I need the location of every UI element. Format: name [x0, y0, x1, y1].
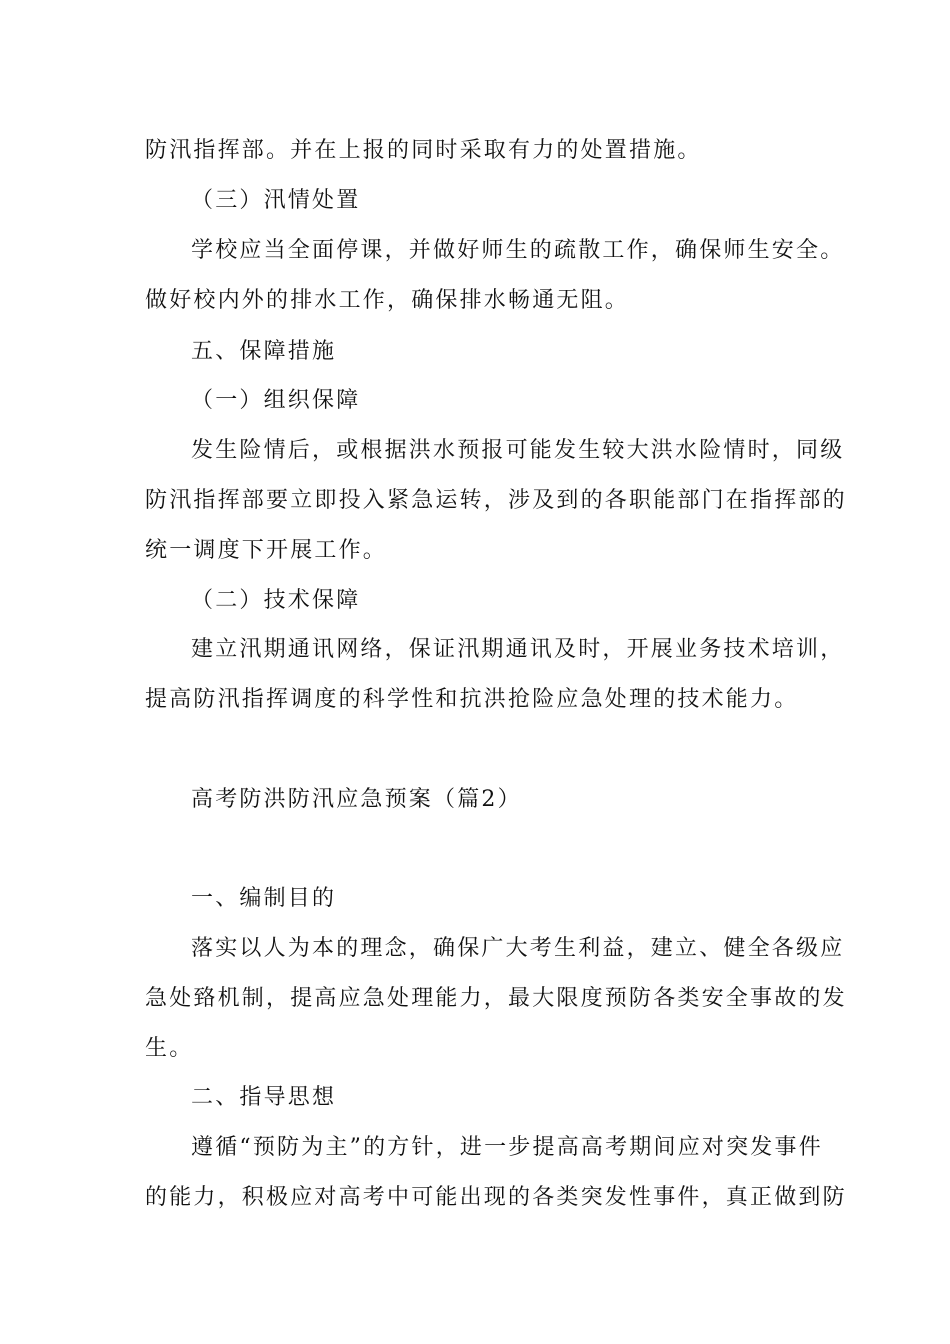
paragraph-line: 落实以人为本的理念，确保广大考生利益，建立、健全各级应	[191, 936, 845, 961]
subsection-heading: （三）汛情处置	[191, 188, 361, 213]
section-heading: 一、编制目的	[191, 886, 337, 911]
paragraph-line: 遵循“预防为主”的方针，进一步提高高考期间应对突发事件	[191, 1135, 823, 1160]
paragraph-line: 防汛指挥部要立即投入紧急运转，涉及到的各职能部门在指挥部的	[145, 488, 847, 513]
subsection-heading: （二）技术保障	[191, 588, 361, 613]
paragraph-line: 做好校内外的排水工作，确保排水畅通无阻。	[145, 288, 630, 313]
paragraph-line: 建立汛期通讯网络，保证汛期通讯及时，开展业务技术培训，	[191, 637, 845, 662]
paragraph-line: 学校应当全面停课，并做好师生的疏散工作，确保师生安全。	[191, 238, 845, 263]
subsection-heading: （一）组织保障	[191, 388, 361, 413]
paragraph-line: 的能力，积极应对高考中可能出现的各类突发性事件，真正做到防	[145, 1185, 847, 1210]
paragraph-line: 统一调度下开展工作。	[145, 538, 388, 563]
paragraph-line: 生。	[145, 1036, 194, 1061]
paragraph-line: 提高防汛指挥调度的科学性和抗洪抢险应急处理的技术能力。	[145, 687, 799, 712]
paragraph-line: 发生险情后，或根据洪水预报可能发生较大洪水险情时，同级	[191, 438, 845, 463]
document-title: 高考防洪防汛应急预案（篇2）	[191, 787, 522, 812]
paragraph-line: 急处臵机制，提高应急处理能力，最大限度预防各类安全事故的发	[145, 986, 847, 1011]
section-heading: 二、指导思想	[191, 1085, 337, 1110]
paragraph-line: 防汛指挥部。并在上报的同时采取有力的处置措施。	[145, 138, 702, 163]
section-heading: 五、保障措施	[191, 339, 337, 364]
